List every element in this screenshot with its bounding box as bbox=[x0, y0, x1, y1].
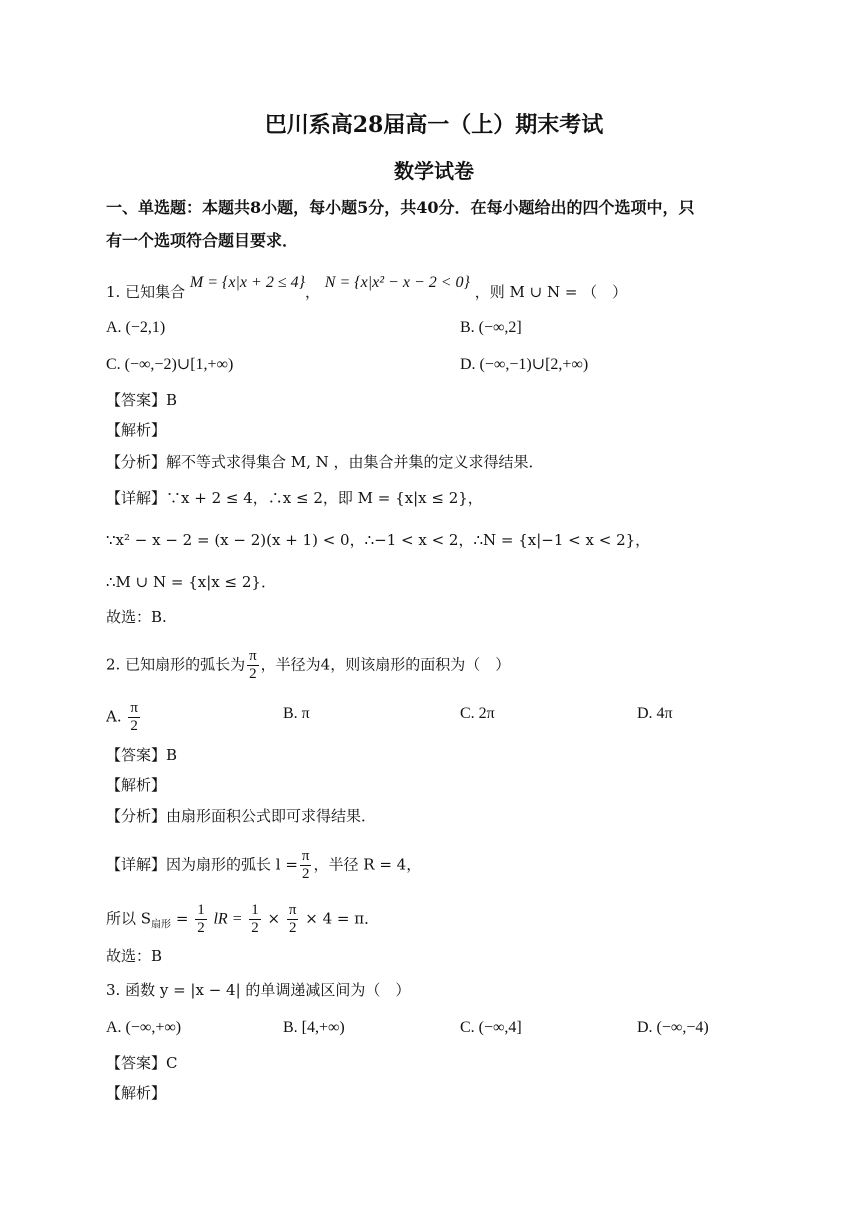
section-heading-line1: 一、单选题：本题共8小题，每小题5分，共40分．在每小题给出的四个选项中，只 bbox=[106, 198, 695, 217]
q2-option-d: D. 4π bbox=[637, 705, 673, 722]
q2-analysis-label: 【解析】 bbox=[106, 776, 167, 794]
q2-option-c: C. 2π bbox=[460, 705, 495, 722]
q2-frac-num: π bbox=[249, 648, 257, 664]
q1-set-n: N = {x|x² − x − 2 < 0} bbox=[324, 274, 470, 291]
q1-detail2: ∵x² − x − 2 = (x − 2)(x + 1) < 0，∴−1 < x < 2，∴N = {x|−1 < x < 2}， bbox=[106, 531, 651, 549]
q2-d2-h2-num: 1 bbox=[251, 902, 259, 918]
q1-stem-suffix: ，则 M ∪ N = （ ） bbox=[474, 283, 628, 301]
q2-answer: 【答案】B bbox=[106, 746, 178, 764]
q1-choose: 故选：B. bbox=[106, 608, 167, 626]
q2-detail2-end: × 4 = π． bbox=[305, 909, 380, 928]
q2-d1-den: 2 bbox=[301, 866, 310, 882]
q2-d2-p-den: 2 bbox=[288, 920, 297, 936]
q1-stem-prefix: 已知集合 bbox=[125, 283, 186, 301]
q1-number: 1. bbox=[106, 283, 121, 301]
q2-d2-h2-den: 2 bbox=[251, 920, 259, 936]
q2-detail2-pi-over-2 bbox=[287, 902, 299, 937]
q2-detail2-eq: = bbox=[175, 909, 189, 928]
q2-d2-h1-den: 2 bbox=[197, 920, 205, 936]
q2-option-a-fraction bbox=[128, 700, 140, 735]
q3-answer: 【答案】C bbox=[106, 1054, 178, 1072]
q2-detail2-half-1 bbox=[195, 902, 207, 937]
q1-detail3: ∴M ∪ N = {x|x ≤ 2}． bbox=[106, 573, 276, 591]
q2-detail2-sub: 扇形 bbox=[151, 919, 172, 931]
q3-stem: 3. 函数 y = |x − 4| 的单调递减区间为（ ） bbox=[106, 981, 411, 999]
q2-opt-a-den: 2 bbox=[130, 718, 138, 734]
q3-option-c: C. (−∞,4] bbox=[460, 1019, 522, 1036]
q2-fraction-pi-over-2 bbox=[247, 648, 259, 683]
q2-detail1-fraction bbox=[300, 848, 312, 883]
q2-choose: 故选：B bbox=[106, 947, 163, 965]
q1-detail1: 【详解】∵x + 2 ≤ 4，∴x ≤ 2，即 M = {x|x ≤ 2}， bbox=[106, 489, 483, 507]
q2-detail2-half-2 bbox=[249, 902, 261, 937]
q1-option-b: B. (−∞,2] bbox=[460, 319, 522, 336]
q2-d2-p-num: π bbox=[288, 902, 297, 918]
q1-option-a: A. (−2,1) bbox=[106, 319, 166, 336]
q2-detail2-times: × bbox=[267, 909, 281, 928]
q2-opt-a-num: π bbox=[130, 700, 138, 716]
q2-stem-suffix: ，半径为4，则该扇形的面积为（ ） bbox=[260, 655, 511, 674]
q2-detail1-prefix: 【详解】因为扇形的弧长 l = bbox=[106, 855, 298, 874]
q2-detail2-prefix: 所以 S bbox=[106, 909, 152, 928]
q3-option-b: B. [4,+∞) bbox=[283, 1019, 345, 1036]
q2-stem-prefix: 2. 已知扇形的弧长为 bbox=[106, 655, 246, 674]
q2-stem bbox=[106, 648, 510, 683]
q2-detail1-suffix: ，半径 R = 4， bbox=[313, 855, 422, 874]
q1-fenxi: 【分析】解不等式求得集合 M, N ，由集合并集的定义求得结果． bbox=[106, 453, 544, 471]
q1-option-d: D. (−∞,−1)∪[2,+∞) bbox=[460, 356, 589, 373]
exam-subtitle: 数学试卷 bbox=[394, 159, 474, 183]
q2-detail1 bbox=[106, 848, 421, 883]
q3-option-a: A. (−∞,+∞) bbox=[106, 1019, 182, 1036]
q2-fenxi: 【分析】由扇形面积公式即可求得结果． bbox=[106, 807, 377, 825]
q1-option-c: C. (−∞,−2)∪[1,+∞) bbox=[106, 356, 234, 373]
q1-set-m: M = {x|x + 2 ≤ 4} bbox=[189, 274, 305, 291]
section-heading-line2: 有一个选项符合题目要求． bbox=[106, 231, 299, 250]
q2-option-b: B. π bbox=[283, 705, 310, 722]
q2-detail2 bbox=[106, 902, 379, 937]
q2-d2-h1-num: 1 bbox=[197, 902, 205, 918]
q1-answer: 【答案】B bbox=[106, 391, 178, 409]
exam-title: 巴川系高28届高一（上）期末考试 bbox=[264, 112, 604, 138]
q3-analysis-label: 【解析】 bbox=[106, 1084, 167, 1102]
q1-analysis-label: 【解析】 bbox=[106, 421, 167, 439]
q2-frac-den: 2 bbox=[249, 666, 257, 682]
q3-option-d: D. (−∞,−4) bbox=[637, 1019, 709, 1036]
q2-detail2-lr: lR = bbox=[213, 910, 243, 928]
q2-option-a-label: A. bbox=[106, 707, 122, 726]
q1-stem: 1. 已知集合 M = {x|x + 2 ≤ 4}， N = {x|x² − x − 2 < 0} ，则 M ∪ N = （ ） bbox=[106, 274, 628, 301]
q2-option-a bbox=[106, 700, 142, 735]
q2-d1-num: π bbox=[301, 848, 310, 864]
